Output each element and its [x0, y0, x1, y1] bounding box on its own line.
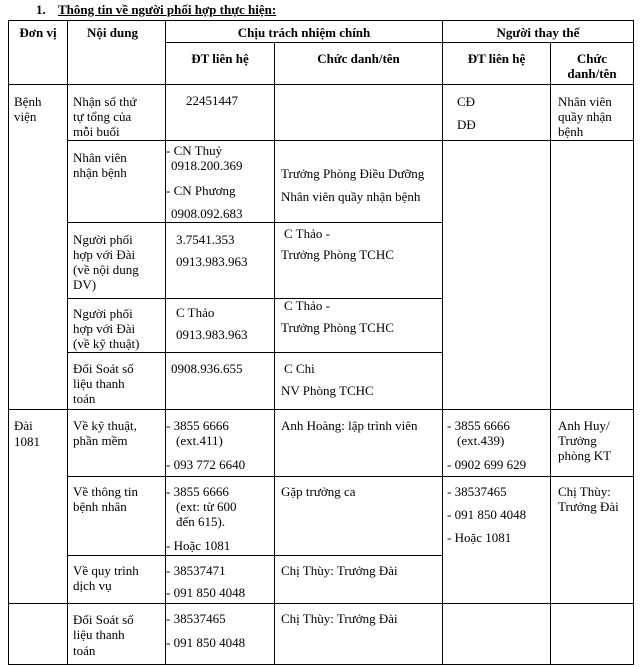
phone-cell-line: C Thảo	[176, 305, 215, 320]
header-content: Nội dung	[87, 25, 138, 40]
title-cell-line: Anh Hoàng: lập trình viên	[281, 418, 418, 433]
phone-cell-line: (ext: từ 600	[176, 499, 237, 514]
content-cell-line: toán	[73, 643, 96, 658]
content-cell-line: liệu thanh	[73, 376, 125, 391]
section-title: Thông tin về người phối hợp thực hiện:	[58, 2, 277, 17]
content-cell-line: Nhận số thứ	[73, 94, 137, 109]
content-cell-line: hợp với Đài	[73, 321, 136, 336]
content-cell-line: toán	[73, 391, 96, 406]
content-cell-line: DV)	[73, 277, 97, 292]
grid-line	[274, 42, 275, 665]
content-cell-line: (về nội dung	[73, 262, 139, 277]
sub-title-cell-line: Trưởng Đài	[558, 499, 619, 514]
sub-phone-cell-line: CĐ	[457, 94, 476, 109]
phone-cell-line: - 38537471	[166, 563, 226, 578]
header-responsible: Chịu trách nhiệm chính	[237, 25, 371, 40]
sub-title-cell-line: bệnh	[558, 124, 584, 139]
grid-line	[550, 42, 551, 665]
header-sub-title-2: danh/tên	[567, 66, 617, 81]
grid-line	[633, 20, 634, 665]
phone-cell-line: đến 615).	[176, 514, 226, 529]
sub-title-cell-line: Chị Thùy:	[558, 484, 611, 499]
content-cell-line: hợp với Đài	[73, 247, 136, 262]
title-cell-line: C Thảo -	[284, 298, 330, 313]
title-cell-line: C Chi	[284, 361, 315, 376]
phone-cell-line: 0913.983.963	[176, 327, 248, 342]
sub-title-cell-line: Trưởng	[558, 433, 597, 448]
content-cell-line: mỗi buổi	[73, 124, 120, 139]
content-cell-line: (về kỹ thuật)	[73, 336, 140, 351]
phone-cell-line: - 38537465	[166, 611, 226, 626]
header-substitute: Người thay thế	[496, 25, 580, 40]
grid-line	[67, 352, 442, 353]
content-cell-line: phần mềm	[73, 433, 128, 448]
sub-title-cell-line: Nhân viên	[558, 94, 612, 109]
grid-line	[67, 555, 442, 556]
content-cell-line: liệu thanh	[73, 627, 125, 642]
grid-line	[8, 603, 634, 604]
phone-cell-line: - 091 850 4048	[166, 635, 246, 650]
phone-cell-line: - 093 772 6640	[166, 457, 246, 472]
phone-cell-line: (ext.411)	[176, 433, 223, 448]
unit-hospital-line: Bệnh	[14, 94, 42, 109]
grid-line	[442, 664, 443, 665]
grid-line	[67, 298, 442, 299]
phone-cell-line: - Hoặc 1081	[166, 538, 231, 553]
grid-line	[8, 409, 634, 410]
content-cell-line: tự tổng của	[73, 109, 132, 124]
phone-cell-line: 0908.936.655	[171, 361, 243, 376]
phone-cell-line: 22451447	[186, 93, 238, 108]
content-cell-line: bệnh nhân	[73, 499, 127, 514]
grid-line	[442, 20, 443, 665]
sub-phone-cell-line: DĐ	[457, 117, 476, 132]
phone-cell-line: 0908.092.683	[171, 206, 243, 221]
sub-title-cell-line: phòng KT	[558, 448, 612, 463]
phone-cell-line: 0913.983.963	[176, 254, 248, 269]
phone-cell-line: 0918.200.369	[171, 158, 243, 173]
header-unit: Đơn vị	[19, 25, 57, 40]
content-cell-line: Đối Soát số	[73, 361, 134, 376]
sub-phone-cell-line: - 091 850 4048	[447, 507, 527, 522]
phone-cell-line: - 3855 6666	[166, 418, 229, 433]
unit-station-line: Đài	[14, 418, 33, 433]
content-cell-line: Nhân viên	[73, 150, 127, 165]
sub-phone-cell-line: - 38537465	[447, 484, 507, 499]
grid-line	[67, 476, 634, 477]
section-heading	[36, 2, 276, 18]
grid-line	[8, 20, 634, 21]
sub-title-cell-line: quầy nhận	[558, 109, 612, 124]
grid-line	[165, 42, 634, 43]
sub-phone-cell-line: - 0902 699 629	[447, 457, 527, 472]
section-number: 1.	[36, 2, 46, 17]
grid-line	[67, 222, 442, 223]
sub-title-cell-line: Anh Huy/	[558, 418, 610, 433]
content-cell-line: Người phối	[73, 306, 133, 321]
content-cell-line: Đối Soát số	[73, 612, 134, 627]
phone-cell-line: - 091 850 4048	[166, 585, 246, 600]
phone-cell-line: - CN Thuỷ	[166, 143, 223, 158]
title-cell-line: NV Phòng TCHC	[281, 383, 374, 398]
header-sub-phone: ĐT liên hệ	[467, 51, 526, 66]
content-cell-line: dịch vụ	[73, 578, 112, 593]
sub-phone-cell-line: (ext.439)	[457, 433, 505, 448]
content-cell-line: Về kỹ thuật,	[73, 418, 137, 433]
title-cell-line: Trưởng Phòng Điều Dưỡng	[281, 166, 425, 181]
sub-phone-cell-line: - Hoặc 1081	[447, 530, 512, 545]
title-cell-line: Chị Thùy: Trưởng Đài	[281, 563, 398, 578]
header-title-name: Chức danh/tên	[317, 51, 400, 66]
header-sub-title-1: Chức	[576, 51, 608, 66]
phone-cell-line: 3.7541.353	[176, 232, 235, 247]
grid-line	[67, 20, 68, 665]
content-cell-line: Về quy trình	[73, 563, 139, 578]
title-cell-line: Nhân viên quầy nhận bệnh	[281, 189, 421, 204]
content-cell-line: nhận bệnh	[73, 165, 127, 180]
content-cell-line: Người phối	[73, 232, 133, 247]
content-cell-line: Về thông tin	[73, 484, 138, 499]
grid-line	[67, 140, 634, 141]
phone-cell-line: - CN Phương	[166, 183, 236, 198]
unit-station-line: 1081	[14, 434, 40, 449]
unit-hospital-line: viện	[14, 109, 37, 124]
grid-line	[8, 20, 9, 665]
title-cell-line: Trưởng Phòng TCHC	[281, 247, 394, 262]
grid-line	[8, 84, 634, 85]
title-cell-line: Trưởng Phòng TCHC	[281, 320, 394, 335]
sub-phone-cell-line: - 3855 6666	[447, 418, 510, 433]
title-cell-line: C Thảo -	[284, 226, 330, 241]
title-cell-line: Chị Thùy: Trưởng Đài	[281, 611, 398, 626]
grid-line	[8, 664, 634, 665]
phone-cell-line: - 3855 6666	[166, 484, 229, 499]
title-cell-line: Gặp trưởng ca	[281, 484, 356, 499]
header-phone: ĐT liên hệ	[191, 51, 249, 66]
